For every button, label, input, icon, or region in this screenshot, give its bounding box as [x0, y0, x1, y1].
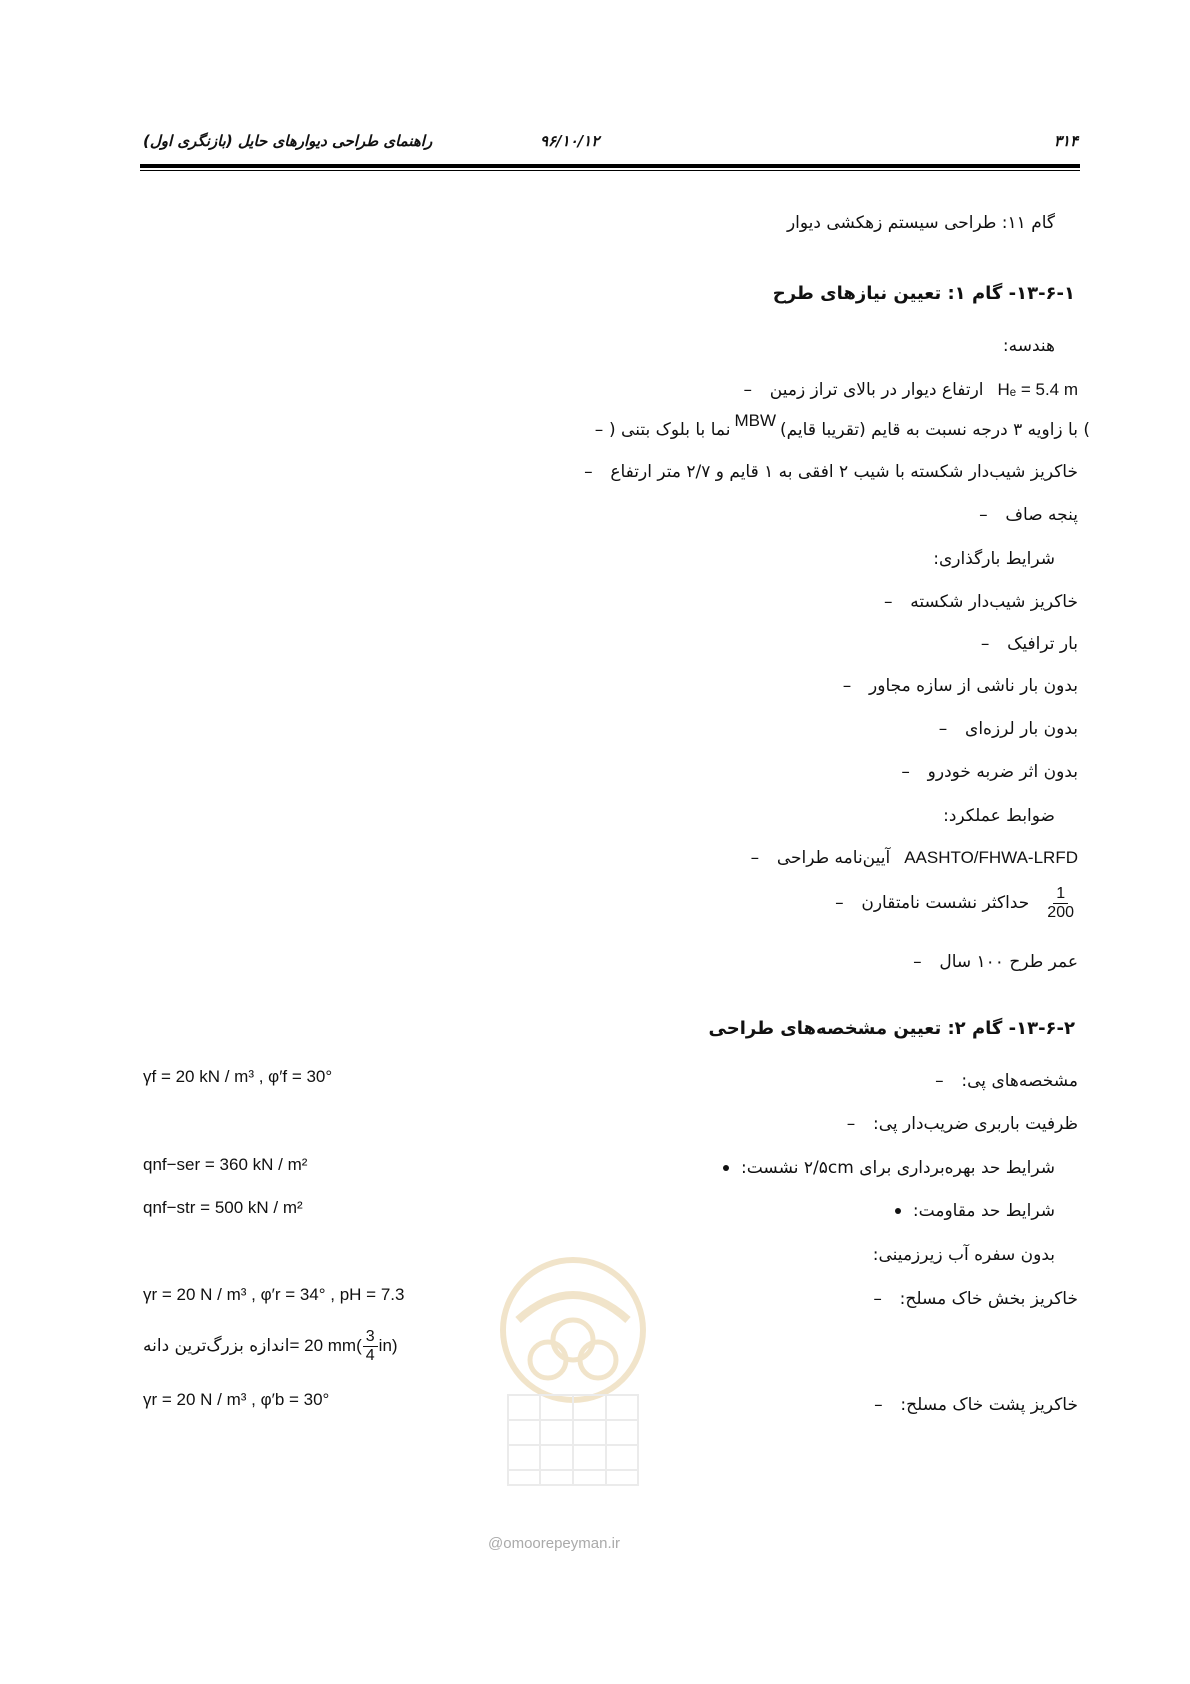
performance-item-code: – آیین‌نامه طراحی AASHTO/FHWA-LRFD: [747, 848, 1078, 868]
mbw-label: MBW: [734, 411, 776, 430]
step11-line: گام ۱۱: طراحی سیستم زهکشی دیوار: [786, 213, 1055, 233]
geometry-item-height: – ارتفاع دیوار در بالای تراز زمین Hₑ = 5.4 m: [740, 380, 1078, 400]
code-name: AASHTO/FHWA-LRFD: [904, 848, 1078, 867]
grain-fraction: $\frac{3}{4}$: [363, 1328, 378, 1364]
loading-label: شرایط بارگذاری:: [933, 549, 1055, 569]
watermark-site: @omoorepeyman.ir: [488, 1535, 620, 1552]
bullet-icon: [895, 1208, 901, 1214]
dash-icon: –: [935, 1071, 944, 1091]
dash-icon: –: [980, 634, 990, 654]
watermark-logo-icon: [488, 1250, 658, 1490]
dash-icon: –: [584, 462, 593, 482]
header-date: ۹۶/۱۰/۱۲: [540, 132, 600, 150]
grain-size-label: اندازه بزرگ‌ترین دانه: [143, 1336, 290, 1357]
dash-icon: –: [913, 952, 922, 972]
dash-icon: –: [846, 1114, 856, 1134]
section2-heading: ۱۳-۶-۲- گام ۲: تعیین مشخصه‌های طراحی: [708, 1018, 1075, 1039]
settlement-fraction: $\frac{1}{200}$: [1047, 885, 1074, 921]
dash-icon: –: [884, 592, 893, 612]
loading-item: – بار ترافیک: [977, 634, 1078, 654]
loading-item: – بدون بار لرزه‌ای: [935, 719, 1078, 739]
dash-icon: –: [873, 1289, 882, 1309]
geometry-item-backfill: – خاکریز شیب‌دار شکسته با شیب ۲ افقی به ۱ قایم و ۲/۷ متر ارتفاع: [580, 462, 1078, 482]
dash-icon: –: [938, 719, 948, 739]
performance-item-life: – عمر طرح ۱۰۰ سال: [909, 952, 1078, 972]
retained-formula: γr = 20 N / m³ , φ′b = 30°: [143, 1390, 330, 1409]
foundation-formula: γf = 20 kN / m³ , φ′f = 30°: [143, 1067, 333, 1086]
dash-icon: –: [874, 1395, 883, 1415]
bearing-item: – ظرفیت باربری ضریب‌دار پی:: [843, 1114, 1078, 1134]
reinforced-item: – خاکریز بخش خاک مسلح:: [870, 1289, 1078, 1309]
foundation-item: – مشخصه‌های پی:: [931, 1071, 1078, 1091]
no-water-label: بدون سفره آب زیرزمینی:: [872, 1245, 1055, 1265]
performance-label: ضوابط عملکرد:: [943, 806, 1055, 826]
header-rule-thin: [140, 170, 1080, 171]
dash-icon: –: [594, 420, 604, 440]
section1-heading: ۱۳-۶-۱- گام ۱: تعیین نیازهای طرح: [772, 283, 1075, 304]
strength-formula: qnf−str = 500 kN / m²: [143, 1198, 303, 1217]
performance-item-settlement: – حداکثر نشست نامتقارن $\frac{1}{200}$: [831, 885, 1078, 921]
dash-icon: –: [835, 893, 844, 914]
reinforced-formula: γr = 20 N / m³ , φ′r = 34° , pH = 7.3: [143, 1285, 405, 1304]
service-item: شرایط حد بهره‌برداری برای ۲/۵cm نشست:: [723, 1158, 1055, 1178]
dash-icon: –: [743, 380, 753, 400]
loading-item: – خاکریز شیب‌دار شکسته: [880, 592, 1078, 612]
dash-icon: –: [842, 676, 852, 696]
retained-item: – خاکریز پشت خاک مسلح:: [870, 1395, 1078, 1415]
he-formula: Hₑ = 5.4 m: [997, 380, 1078, 399]
grain-size-formula: [143, 1328, 398, 1364]
geometry-label: هندسه:: [1002, 336, 1055, 356]
grain-size-value: = 20 mm(: [289, 1336, 362, 1356]
header-rule-thick: [140, 164, 1080, 168]
geometry-item-facing: – نما با بلوک بتنی ( MBW ) با زاویه ۳ درجه نسبت به قایم (تقریبا قایم): [591, 420, 1078, 440]
book-title: راهنمای طراحی دیوارهای حایل (بازنگری اول): [143, 132, 433, 150]
loading-item: – بدون بار ناشی از سازه مجاور: [839, 676, 1078, 696]
dash-icon: –: [979, 505, 988, 525]
grain-size-unit: in): [378, 1336, 398, 1356]
bullet-icon: [723, 1165, 729, 1171]
strength-item: شرایط حد مقاومت:: [895, 1201, 1055, 1221]
loading-item: – بدون اثر ضربه خودرو: [898, 762, 1078, 782]
service-formula: qnf−ser = 360 kN / m²: [143, 1155, 308, 1174]
page-number: ۳۱۴: [1053, 132, 1078, 150]
dash-icon: –: [901, 762, 910, 782]
dash-icon: –: [750, 848, 760, 868]
geometry-item-toe: – پنجه صاف: [975, 505, 1078, 525]
